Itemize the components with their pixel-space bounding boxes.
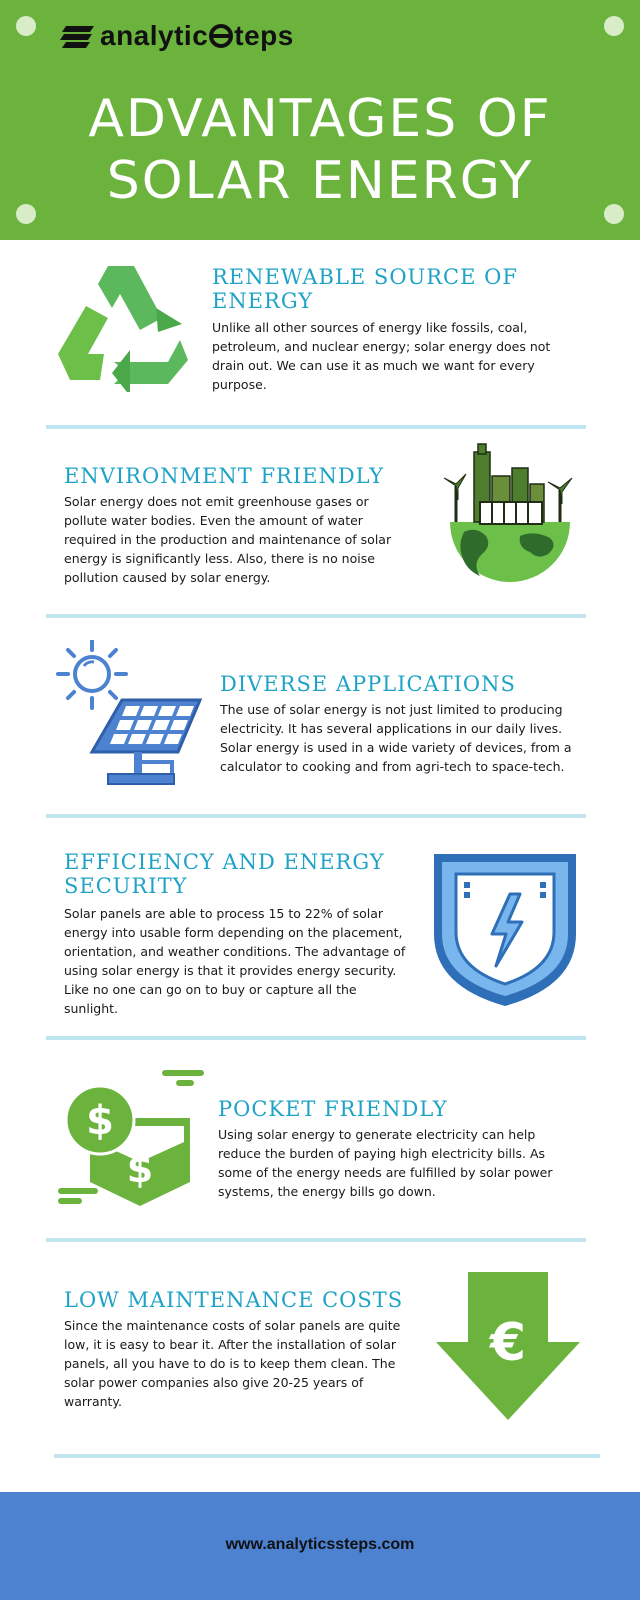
logo-s-icon (209, 22, 233, 50)
section-title: ENVIRONMENT FRIENDLY (64, 464, 385, 488)
section-divider (46, 814, 586, 818)
logo-text: analytic teps (100, 20, 294, 51)
section-body: Since the maintenance costs of solar panels are quite low, it is easy to bear it. After the installation of solar panels, all you have to do is to keep them clean. The solar power companies also give 20-25 years of warranty. (64, 1318, 401, 1409)
section-body: The use of solar energy is not just limited to producing electricity. It has several applications in our daily lives. Solar energy is used in a wide variety of devices, from a calculator to cooking and from agri-tech to space-tech. (220, 702, 572, 774)
corner-dot (16, 16, 36, 36)
title-line-2: SOLAR ENERGY (106, 151, 534, 211)
corner-dot (604, 16, 624, 36)
section-body: Solar energy does not emit greenhouse gases or pollute water bodies. Even the amount of water required in the production and maintenance of solar energy is significantly less. Also, there is no noise pollution caused by solar energy. (64, 494, 392, 585)
footer-website-link[interactable]: www.analyticssteps.com (225, 1536, 415, 1553)
section-body: Solar panels are able to process 15 to 22% of solar energy into usable form depending on the placement, orientation, and weather conditions. The advantage of using solar energy is that it provides energy security. Like no one can go on to buy or capture all the sunlight. (64, 906, 406, 1016)
section-divider (46, 614, 586, 618)
green-city-globe-icon (440, 440, 580, 590)
section-low-maintenance (0, 1244, 640, 1444)
section-body: Unlike all other sources of energy like fossils, coal, petroleum, and nuclear energy; solar energy does not drain out. We can use it as much we want for every purpose. (212, 320, 551, 392)
section-divider (46, 425, 586, 429)
section-title: LOW MAINTENANCE COSTS (64, 1288, 404, 1312)
section-environment (0, 430, 640, 610)
page-title (0, 88, 640, 212)
energy-shield-icon (430, 850, 580, 1010)
section-divider (54, 1454, 600, 1458)
section-title: POCKET FRIENDLY (218, 1097, 448, 1121)
section-efficiency (0, 820, 640, 1030)
section-title: EFFICIENCY AND ENERGY SECURITY (64, 850, 385, 898)
section-title: RENEWABLE SOURCE OF ENERGY (212, 265, 518, 313)
section-body: Using solar energy to generate electricity can help reduce the burden of paying high electricity bills. As some of the energy needs are fulfilled by solar power systems, the energy bills go down. (218, 1127, 553, 1199)
svg-text:$: $ (86, 1098, 114, 1144)
svg-text:$: $ (126, 1147, 154, 1191)
euro-down-arrow-icon (432, 1272, 582, 1422)
section-renewable (0, 240, 640, 420)
solar-panel-icon (52, 640, 212, 790)
section-pocket-friendly (0, 1042, 640, 1242)
section-applications (0, 620, 640, 810)
title-line-1: ADVANTAGES OF (88, 89, 552, 149)
svg-text:€: € (489, 1313, 527, 1373)
money-saving-icon (56, 1070, 216, 1220)
footer (0, 1492, 640, 1600)
section-divider (46, 1036, 586, 1040)
brand-logo[interactable] (60, 20, 294, 52)
recycle-icon (50, 262, 190, 392)
header-banner (0, 0, 640, 240)
logo-stripes-icon (60, 24, 94, 48)
section-divider (46, 1238, 586, 1242)
section-title: DIVERSE APPLICATIONS (220, 672, 516, 696)
